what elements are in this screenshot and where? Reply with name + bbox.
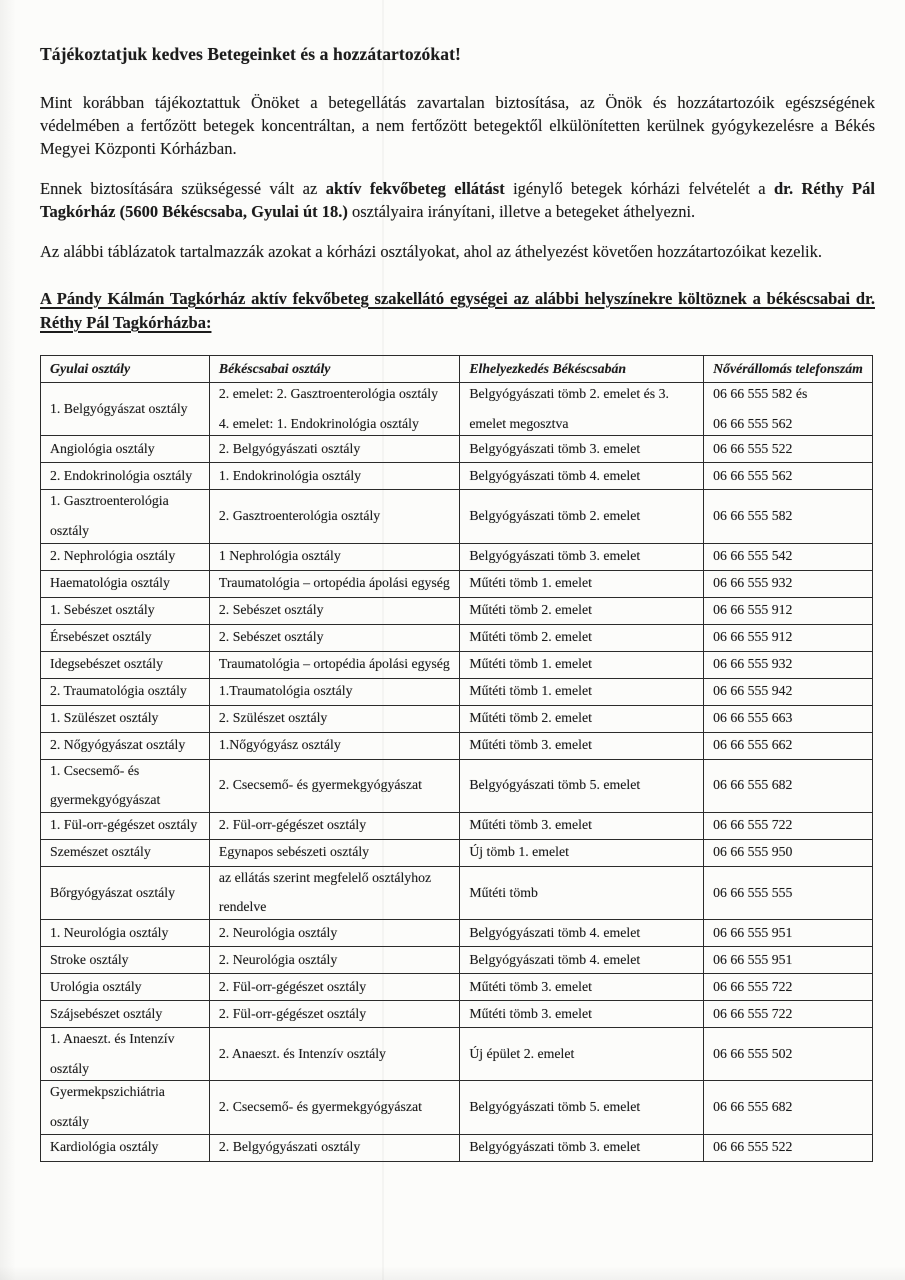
table-cell bbox=[704, 570, 873, 597]
table-cell bbox=[460, 1134, 704, 1161]
table-cell bbox=[704, 1001, 873, 1028]
table-cell bbox=[209, 678, 459, 705]
cell-line: 1.Traumatológia osztály bbox=[218, 683, 353, 699]
table-cell bbox=[704, 678, 873, 705]
table-cell bbox=[41, 1028, 210, 1081]
scan-edge-shadow bbox=[0, 0, 16, 1280]
cell-line: 06 66 555 682 bbox=[713, 1099, 793, 1115]
cell-line: 2. Belgyógyászati osztály bbox=[218, 1139, 361, 1155]
table-cell bbox=[704, 705, 873, 732]
cell-line: 06 66 555 951 bbox=[713, 924, 793, 940]
table-cell bbox=[41, 436, 210, 463]
cell-line: 2. Szülészet osztály bbox=[218, 710, 328, 726]
table-cell bbox=[460, 974, 704, 1001]
cell-line: 06 66 555 722 bbox=[713, 817, 793, 833]
cell-line: Traumatológia – ortopédia ápolási egység bbox=[218, 656, 450, 672]
table-row bbox=[41, 490, 873, 543]
cell-line: Angiológia osztály bbox=[50, 440, 155, 456]
table-cell bbox=[460, 651, 704, 678]
table-cell bbox=[209, 812, 459, 839]
cell-line: 2. Neurológia osztály bbox=[218, 951, 338, 967]
cell-line: 06 66 555 932 bbox=[713, 575, 793, 591]
table-cell bbox=[460, 678, 704, 705]
table-cell bbox=[41, 759, 210, 812]
table-cell bbox=[209, 570, 459, 597]
table-cell bbox=[41, 678, 210, 705]
cell-line: 1. Neurológia osztály bbox=[50, 924, 169, 940]
cell-line: osztály bbox=[50, 522, 90, 538]
cell-line: Új épület 2. emelet bbox=[469, 1045, 575, 1061]
table-cell bbox=[209, 624, 459, 651]
table-row bbox=[41, 436, 873, 463]
table-header-row bbox=[41, 356, 873, 383]
table-cell bbox=[41, 597, 210, 624]
table-cell bbox=[704, 651, 873, 678]
table-cell bbox=[704, 974, 873, 1001]
table-cell bbox=[209, 1081, 459, 1134]
table-cell bbox=[460, 383, 704, 436]
table-cell bbox=[460, 570, 704, 597]
cell-line: 2. Traumatológia osztály bbox=[50, 683, 187, 699]
table-cell bbox=[209, 947, 459, 974]
cell-line: Belgyógyászati tömb 4. emelet bbox=[469, 951, 641, 967]
cell-line: Belgyógyászati tömb 3. emelet bbox=[469, 548, 641, 564]
cell-line: Traumatológia – ortopédia ápolási egység bbox=[218, 575, 450, 591]
cell-line: Bőrgyógyászat osztály bbox=[50, 884, 176, 900]
cell-line: 06 66 555 555 bbox=[713, 884, 793, 900]
table-cell bbox=[460, 543, 704, 570]
table-cell bbox=[41, 705, 210, 732]
table-cell bbox=[704, 1028, 873, 1081]
table-cell bbox=[41, 490, 210, 543]
table-cell bbox=[209, 839, 459, 866]
table-cell bbox=[209, 543, 459, 570]
cell-line: 06 66 555 663 bbox=[713, 710, 793, 726]
table-cell bbox=[460, 436, 704, 463]
page-title: Tájékoztatjuk kedves Betegeinket és a hozzátartozókat! bbox=[40, 44, 461, 64]
cell-line: 2. emelet: 2. Gasztroenterológia osztály bbox=[218, 386, 439, 401]
paragraph bbox=[40, 177, 875, 223]
cell-line: 2. Fül-orr-gégészet osztály bbox=[218, 1005, 367, 1021]
cell-line: 2. Sebészet osztály bbox=[218, 602, 324, 618]
table-row bbox=[41, 597, 873, 624]
table-cell bbox=[209, 651, 459, 678]
cell-line: Műtéti tömb 1. emelet bbox=[469, 683, 592, 699]
table-row bbox=[41, 1028, 873, 1081]
cell-line: Műtéti tömb 3. emelet bbox=[469, 817, 592, 833]
table-cell bbox=[209, 597, 459, 624]
table-cell bbox=[209, 463, 459, 490]
table-row bbox=[41, 624, 873, 651]
cell-line: 06 66 555 951 bbox=[713, 951, 793, 967]
cell-line: Műtéti tömb 3. emelet bbox=[469, 1005, 592, 1021]
table-cell bbox=[209, 436, 459, 463]
cell-line: 06 66 555 582 bbox=[713, 508, 793, 524]
table-cell bbox=[460, 1001, 704, 1028]
cell-line: Belgyógyászati tömb 5. emelet bbox=[469, 777, 641, 793]
table-row bbox=[41, 543, 873, 570]
table-cell bbox=[209, 1134, 459, 1161]
table-cell bbox=[41, 1081, 210, 1134]
cell-line: Belgyógyászati tömb 4. emelet bbox=[469, 924, 641, 940]
cell-line: Haematológia osztály bbox=[50, 575, 170, 591]
table-cell bbox=[41, 920, 210, 947]
cell-line: 1 Nephrológia osztály bbox=[218, 548, 341, 564]
cell-line: Urológia osztály bbox=[50, 978, 142, 994]
table-cell bbox=[460, 490, 704, 543]
table-cell bbox=[704, 436, 873, 463]
cell-line: gyermekgyógyászat bbox=[50, 792, 161, 808]
cell-line: 1. Endokrinológia osztály bbox=[218, 467, 362, 483]
cell-line: Gyermekpszichiátria bbox=[50, 1084, 165, 1100]
cell-line: 2. Fül-orr-gégészet osztály bbox=[218, 817, 367, 833]
cell-line: 06 66 555 542 bbox=[713, 548, 793, 564]
section-heading: A Pándy Kálmán Tagkórház aktív fekvőbeteg szakellátó egységei az alábbi helyszínekre költöznek a békéscsabai dr. Réthy Pál Tagkórházba: bbox=[40, 289, 875, 332]
table-cell bbox=[460, 597, 704, 624]
cell-line: Stroke osztály bbox=[50, 951, 129, 967]
bold-text-segment: aktív fekvőbeteg ellátást bbox=[325, 179, 505, 198]
table-cell bbox=[209, 974, 459, 1001]
table-cell bbox=[41, 570, 210, 597]
cell-line: 06 66 555 912 bbox=[713, 629, 793, 645]
table-cell bbox=[41, 1001, 210, 1028]
table-cell bbox=[704, 490, 873, 543]
cell-line: emelet megosztva bbox=[469, 415, 569, 431]
table-cell bbox=[41, 383, 210, 436]
table-cell bbox=[41, 463, 210, 490]
table-cell bbox=[209, 759, 459, 812]
cell-line: 06 66 555 562 bbox=[713, 467, 793, 483]
table-cell bbox=[209, 705, 459, 732]
table-cell bbox=[41, 624, 210, 651]
cell-line: 2. Csecsemő- és gyermekgyógyászat bbox=[218, 777, 422, 793]
table-cell bbox=[704, 866, 873, 919]
cell-line: 2. Neurológia osztály bbox=[218, 924, 338, 940]
table-cell bbox=[704, 947, 873, 974]
table-cell bbox=[704, 383, 873, 436]
cell-line: 1. Szülészet osztály bbox=[50, 710, 159, 726]
cell-line: 06 66 555 662 bbox=[713, 737, 793, 753]
header-cell-elhelyezkedes: Elhelyezkedés Békéscsabán bbox=[460, 356, 704, 383]
cell-line: Érsebészet osztály bbox=[50, 629, 152, 645]
table-cell bbox=[41, 947, 210, 974]
cell-line: 06 66 555 502 bbox=[713, 1045, 793, 1061]
table-cell bbox=[209, 732, 459, 759]
cell-line: Belgyógyászati tömb 2. emelet bbox=[469, 508, 641, 524]
table-cell bbox=[460, 920, 704, 947]
intro-paragraphs bbox=[40, 91, 875, 263]
cell-line: 4. emelet: 1. Endokrinológia osztály bbox=[218, 415, 419, 431]
cell-line: 2. Belgyógyászati osztály bbox=[218, 440, 361, 456]
cell-line: 06 66 555 522 bbox=[713, 1139, 793, 1155]
table-cell bbox=[41, 812, 210, 839]
table-row bbox=[41, 463, 873, 490]
table-cell bbox=[41, 839, 210, 866]
table-row bbox=[41, 570, 873, 597]
cell-line: Műtéti tömb bbox=[469, 884, 538, 900]
bold-text-segment: dr. Réthy Pál Tagkórház (5600 Békéscsaba, Gyulai út 18.) bbox=[40, 179, 875, 221]
cell-line: 06 66 555 522 bbox=[713, 440, 793, 456]
table-cell bbox=[704, 543, 873, 570]
cell-line: 06 66 555 932 bbox=[713, 656, 793, 672]
text-segment: Mint korábban tájékoztattuk Önöket a betegellátás zavartalan biztosítása, az Önök és hozzátartozóik egészségének védelmében a fertőzött betegek koncentráltan, a nem fertőzött betegektől elkülönítetten kerülnek gyógykezelésre a Békés Megyei Központi Kórházban. bbox=[40, 93, 875, 158]
cell-line: Szájsebészet osztály bbox=[50, 1005, 163, 1021]
table-cell bbox=[41, 732, 210, 759]
cell-line: 2. Anaeszt. és Intenzív osztály bbox=[218, 1045, 386, 1061]
table-cell bbox=[460, 705, 704, 732]
table-cell bbox=[209, 866, 459, 919]
table-row bbox=[41, 839, 873, 866]
cell-line: Műtéti tömb 2. emelet bbox=[469, 710, 592, 726]
table-cell bbox=[209, 1028, 459, 1081]
table-row bbox=[41, 974, 873, 1001]
cell-line: Új tömb 1. emelet bbox=[469, 844, 569, 860]
cell-line: 2. Nőgyógyászat osztály bbox=[50, 737, 186, 753]
cell-line: Műtéti tömb 2. emelet bbox=[469, 602, 592, 618]
cell-line: az ellátás szerint megfelelő osztályhoz bbox=[218, 869, 432, 885]
paragraph bbox=[40, 240, 875, 263]
cell-line: Szemészet osztály bbox=[50, 844, 151, 860]
table-cell bbox=[209, 920, 459, 947]
table-row bbox=[41, 651, 873, 678]
table-row bbox=[41, 732, 873, 759]
cell-line: Műtéti tömb 2. emelet bbox=[469, 629, 592, 645]
table-cell bbox=[460, 947, 704, 974]
cell-line: Műtéti tömb 1. emelet bbox=[469, 575, 592, 591]
cell-line: 06 66 555 722 bbox=[713, 1005, 793, 1021]
table-cell bbox=[41, 1134, 210, 1161]
text-segment: Az alábbi táblázatok tartalmazzák azokat a kórházi osztályokat, ahol az áthelyezést követően hozzátartozóikat kezelik. bbox=[40, 242, 822, 261]
table-row bbox=[41, 383, 873, 436]
table-cell bbox=[41, 651, 210, 678]
cell-line: 1. Anaeszt. és Intenzív bbox=[50, 1031, 175, 1046]
table-row bbox=[41, 866, 873, 919]
cell-line: 1.Nőgyógyász osztály bbox=[218, 737, 341, 753]
cell-line: 2. Fül-orr-gégészet osztály bbox=[218, 978, 367, 994]
departments-table bbox=[40, 355, 873, 1162]
table-row bbox=[41, 678, 873, 705]
table-row bbox=[41, 947, 873, 974]
cell-line: 06 66 555 942 bbox=[713, 683, 793, 699]
cell-line: 1. Sebészet osztály bbox=[50, 602, 155, 618]
table-cell bbox=[704, 624, 873, 651]
cell-line: Belgyógyászati tömb 4. emelet bbox=[469, 467, 641, 483]
cell-line: 06 66 555 562 bbox=[713, 415, 793, 431]
table-cell bbox=[460, 732, 704, 759]
table-row bbox=[41, 920, 873, 947]
cell-line: 1. Belgyógyászat osztály bbox=[50, 400, 188, 416]
table-row bbox=[41, 1081, 873, 1134]
scan-bottom-shadow bbox=[0, 1266, 905, 1280]
table-cell bbox=[704, 920, 873, 947]
table-cell bbox=[460, 1081, 704, 1134]
cell-line: 1. Gasztroenterológia bbox=[50, 493, 169, 509]
cell-line: Műtéti tömb 3. emelet bbox=[469, 978, 592, 994]
cell-line: 2. Nephrológia osztály bbox=[50, 548, 176, 564]
cell-line: Műtéti tömb 3. emelet bbox=[469, 737, 592, 753]
table-row bbox=[41, 1001, 873, 1028]
table-cell bbox=[704, 759, 873, 812]
table-cell bbox=[704, 1081, 873, 1134]
text-segment: Ennek biztosítására szükségessé vált az bbox=[40, 179, 326, 198]
table-row bbox=[41, 759, 873, 812]
table-cell bbox=[704, 839, 873, 866]
cell-line: 1. Csecsemő- és bbox=[50, 762, 140, 778]
table-cell bbox=[41, 974, 210, 1001]
cell-line: 06 66 555 950 bbox=[713, 844, 793, 860]
cell-line: 06 66 555 722 bbox=[713, 978, 793, 994]
table-cell bbox=[460, 463, 704, 490]
cell-line: Belgyógyászati tömb 3. emelet bbox=[469, 440, 641, 456]
header-cell-gyulai: Gyulai osztály bbox=[41, 356, 210, 383]
cell-line: 06 66 555 912 bbox=[713, 602, 793, 618]
table-cell bbox=[460, 624, 704, 651]
text-segment: igénylő betegek kórházi felvételét a bbox=[504, 179, 774, 198]
table-cell bbox=[209, 383, 459, 436]
cell-line: 06 66 555 682 bbox=[713, 777, 793, 793]
cell-line: rendelve bbox=[218, 899, 267, 915]
cell-line: 06 66 555 582 és bbox=[713, 386, 808, 401]
table-cell bbox=[209, 490, 459, 543]
table-cell bbox=[704, 597, 873, 624]
table-row bbox=[41, 705, 873, 732]
cell-line: 2. Gasztroenterológia osztály bbox=[218, 508, 381, 524]
paragraph bbox=[40, 91, 875, 160]
cell-line: Idegsebészet osztály bbox=[50, 656, 164, 672]
cell-line: 2. Endokrinológia osztály bbox=[50, 467, 193, 483]
table-cell bbox=[460, 866, 704, 919]
table-row bbox=[41, 1134, 873, 1161]
table-cell bbox=[704, 812, 873, 839]
cell-line: Belgyógyászati tömb 3. emelet bbox=[469, 1139, 641, 1155]
table-cell bbox=[460, 839, 704, 866]
cell-line: 2. Sebészet osztály bbox=[218, 629, 324, 645]
cell-line: Műtéti tömb 1. emelet bbox=[469, 656, 592, 672]
cell-line: 1. Fül-orr-gégészet osztály bbox=[50, 817, 198, 833]
table-cell bbox=[209, 1001, 459, 1028]
table-row bbox=[41, 812, 873, 839]
table-cell bbox=[460, 759, 704, 812]
table-cell bbox=[704, 463, 873, 490]
table-cell bbox=[41, 543, 210, 570]
table-cell bbox=[704, 1134, 873, 1161]
table-cell bbox=[41, 866, 210, 919]
text-segment: osztályaira irányítani, illetve a betegeket áthelyezni. bbox=[347, 202, 696, 221]
cell-line: osztály bbox=[50, 1060, 90, 1076]
table-cell bbox=[460, 812, 704, 839]
table-body bbox=[41, 383, 873, 1162]
header-cell-telefonszam: Nővérállomás telefonszám bbox=[704, 356, 873, 383]
header-cell-bekescsabai: Békéscsabai osztály bbox=[209, 356, 459, 383]
cell-line: Belgyógyászati tömb 5. emelet bbox=[469, 1099, 641, 1115]
cell-line: osztály bbox=[50, 1113, 90, 1129]
cell-line: 2. Csecsemő- és gyermekgyógyászat bbox=[218, 1099, 422, 1115]
table-cell bbox=[460, 1028, 704, 1081]
cell-line: Kardiológia osztály bbox=[50, 1139, 159, 1155]
table-cell bbox=[704, 732, 873, 759]
cell-line: Belgyógyászati tömb 2. emelet és 3. bbox=[469, 386, 669, 401]
cell-line: Egynapos sebészeti osztály bbox=[218, 844, 370, 860]
